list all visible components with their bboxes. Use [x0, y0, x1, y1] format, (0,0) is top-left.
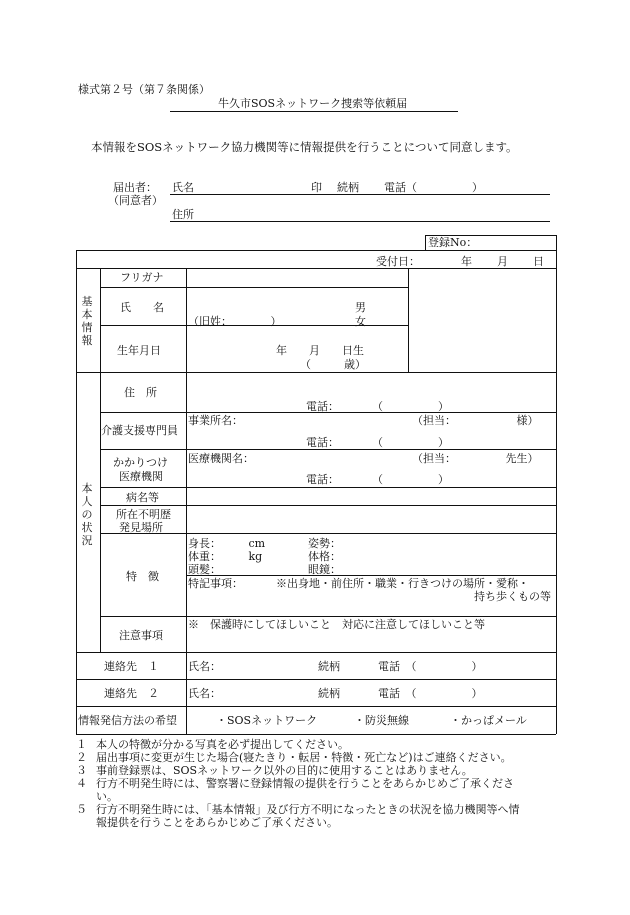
clinic-name-label: 医療機関名：	[188, 452, 254, 465]
table-hline-6	[100, 412, 556, 413]
applicant-address-label: 住所	[172, 208, 194, 221]
note-3-text: 事前登録票は、SOSネットワーク以外の目的に使用することはありません。	[96, 764, 473, 777]
table-hline-11	[186, 575, 556, 576]
seal-label: 印	[311, 181, 322, 194]
table-hline-0	[425, 235, 556, 236]
note-2-text: 届出事項に変更が生じた場合(寝たきり・転居・特徴・死亡など)はご連絡ください。	[96, 751, 512, 764]
table-hline-1	[76, 250, 556, 251]
received-date-label: 受付日：	[376, 255, 420, 268]
features-label: 特 徴	[126, 570, 159, 583]
consent-statement: 本情報をSOSネットワーク協力機関等に情報提供を行うことについて同意します。	[91, 140, 518, 154]
applicant-label: 届出者：	[113, 181, 157, 194]
note-1-text: 本人の特徴が分かる写真を必ず提出してください。	[96, 738, 349, 751]
caution-hint: ※ 保護時にしてほしいこと 対応に注意してほしいこと等	[188, 618, 485, 631]
dissemination-sos-network[interactable]: ・SOSネットワーク	[216, 714, 318, 727]
consenter-label: （同意者）	[108, 194, 163, 207]
male-option[interactable]: 男	[355, 301, 366, 314]
table-hline-9	[100, 505, 556, 506]
posture-field: 姿勢：	[308, 537, 341, 550]
found-location-label: 発見場所	[119, 521, 163, 534]
note-4-text-cont: い。	[96, 790, 118, 803]
table-hline-4	[100, 325, 408, 326]
contact-2-name: 氏名：	[188, 687, 221, 700]
applicant-relation-label: 続柄	[337, 181, 359, 194]
special-notes-hint-2: 持ち歩くもの等	[474, 590, 551, 603]
table-hline-7	[100, 449, 556, 450]
note-3-number: ３	[76, 764, 87, 777]
caution-label: 注意事項	[119, 629, 163, 642]
table-hline-8	[100, 487, 556, 488]
maiden-name-label: （旧姓： ）	[188, 315, 282, 328]
applicant-address-line[interactable]	[170, 221, 550, 222]
clinic-contact-person: （担当： 先生）	[412, 452, 539, 465]
family-doctor-label-2: 医療機関	[119, 470, 163, 483]
form-title: 牛久市SOSネットワーク捜索等依頼届	[218, 97, 408, 110]
note-4-number: ４	[76, 777, 87, 790]
table-vline-3	[100, 268, 101, 652]
glasses-field: 眼鏡：	[308, 563, 341, 576]
table-hline-3	[100, 287, 408, 288]
name-label: 氏 名	[120, 301, 164, 314]
special-notes-label: 特記事項：	[188, 577, 243, 590]
address-phone: 電話： （ ）	[306, 400, 449, 413]
female-option[interactable]: 女	[355, 315, 366, 328]
note-5-text-cont: 報提供を行うことをあらかじめご了承ください。	[96, 816, 338, 829]
special-notes-hint-1: ※出身地・前住所・職業・行きつけの場所・愛称・	[276, 577, 529, 590]
status-section-label: 本人の状況	[81, 482, 93, 547]
birthdate-fields: 年 月 日生	[276, 344, 364, 357]
office-name-label: 事業所名：	[188, 414, 243, 427]
care-manager-label: 介護支援専門員	[101, 424, 178, 437]
form-number: 様式第２号（第７条関係）	[78, 83, 210, 96]
dissemination-disaster-radio[interactable]: ・防災無線	[354, 714, 409, 727]
hair-field: 頭髪：	[188, 563, 221, 576]
table-vline-5	[408, 268, 409, 372]
contact-1-phone: 電話 （ ）	[378, 660, 483, 673]
title-underline	[170, 111, 458, 112]
contact-2-phone: 電話 （ ）	[378, 687, 483, 700]
received-day: 日	[533, 255, 544, 268]
table-hline-14	[76, 679, 556, 680]
applicant-name-line[interactable]	[170, 194, 550, 195]
furigana-label: フリガナ	[120, 271, 164, 284]
contact-1-label: 連絡先 １	[104, 660, 159, 673]
missing-history-label: 所在不明歴	[116, 508, 171, 521]
address-label: 住 所	[124, 386, 157, 399]
clinic-phone: 電話： （ ）	[306, 473, 449, 486]
care-phone: 電話： （ ）	[306, 436, 449, 449]
table-vline-0	[76, 250, 77, 734]
contact-2-relation: 続柄	[318, 687, 340, 700]
table-hline-2	[76, 268, 556, 269]
care-contact-person: （担当： 様）	[412, 414, 539, 427]
applicant-phone-label: 電話（ ）	[384, 181, 483, 194]
family-doctor-label-1: かかりつけ	[113, 456, 168, 469]
note-2-number: ２	[76, 751, 87, 764]
table-hline-16	[76, 734, 556, 735]
age-field: （ 歳）	[300, 358, 366, 371]
height-field: 身長： cm	[188, 537, 266, 550]
dissemination-kappa-mail[interactable]: ・かっぱメール	[450, 714, 527, 727]
received-month: 月	[497, 255, 508, 268]
contact-1-relation: 続柄	[318, 660, 340, 673]
build-field: 体格：	[308, 550, 341, 563]
received-year: 年	[461, 255, 472, 268]
table-hline-13	[76, 652, 556, 653]
note-5-number: ５	[76, 803, 87, 816]
weight-field: 体重： kg	[188, 550, 263, 563]
table-vline-2	[556, 235, 557, 734]
table-hline-15	[76, 706, 556, 707]
table-vline-4	[186, 268, 187, 734]
disease-label: 病名等	[126, 491, 159, 504]
registration-number-label: 登録No：	[428, 236, 478, 249]
basic-info-section-label: 基本情報	[81, 295, 93, 347]
applicant-name-label: 氏名	[172, 181, 194, 194]
contact-1-name: 氏名：	[188, 660, 221, 673]
contact-2-label: 連絡先 ２	[104, 687, 159, 700]
table-hline-10	[100, 533, 556, 534]
table-hline-12	[100, 616, 556, 617]
note-1-number: １	[76, 738, 87, 751]
table-hline-5	[76, 372, 556, 373]
table-vline-1	[425, 235, 426, 250]
note-5-text: 行方不明発生時には、「基本情報」及び行方不明になったときの状況を協力機関等へ情	[96, 803, 520, 816]
birthdate-label: 生年月日	[117, 344, 161, 357]
note-4-text: 行方不明発生時には、警察署に登録情報の提供を行うことをあらかじめご了承くださ	[96, 777, 514, 790]
dissemination-label: 情報発信方法の希望	[78, 714, 177, 727]
